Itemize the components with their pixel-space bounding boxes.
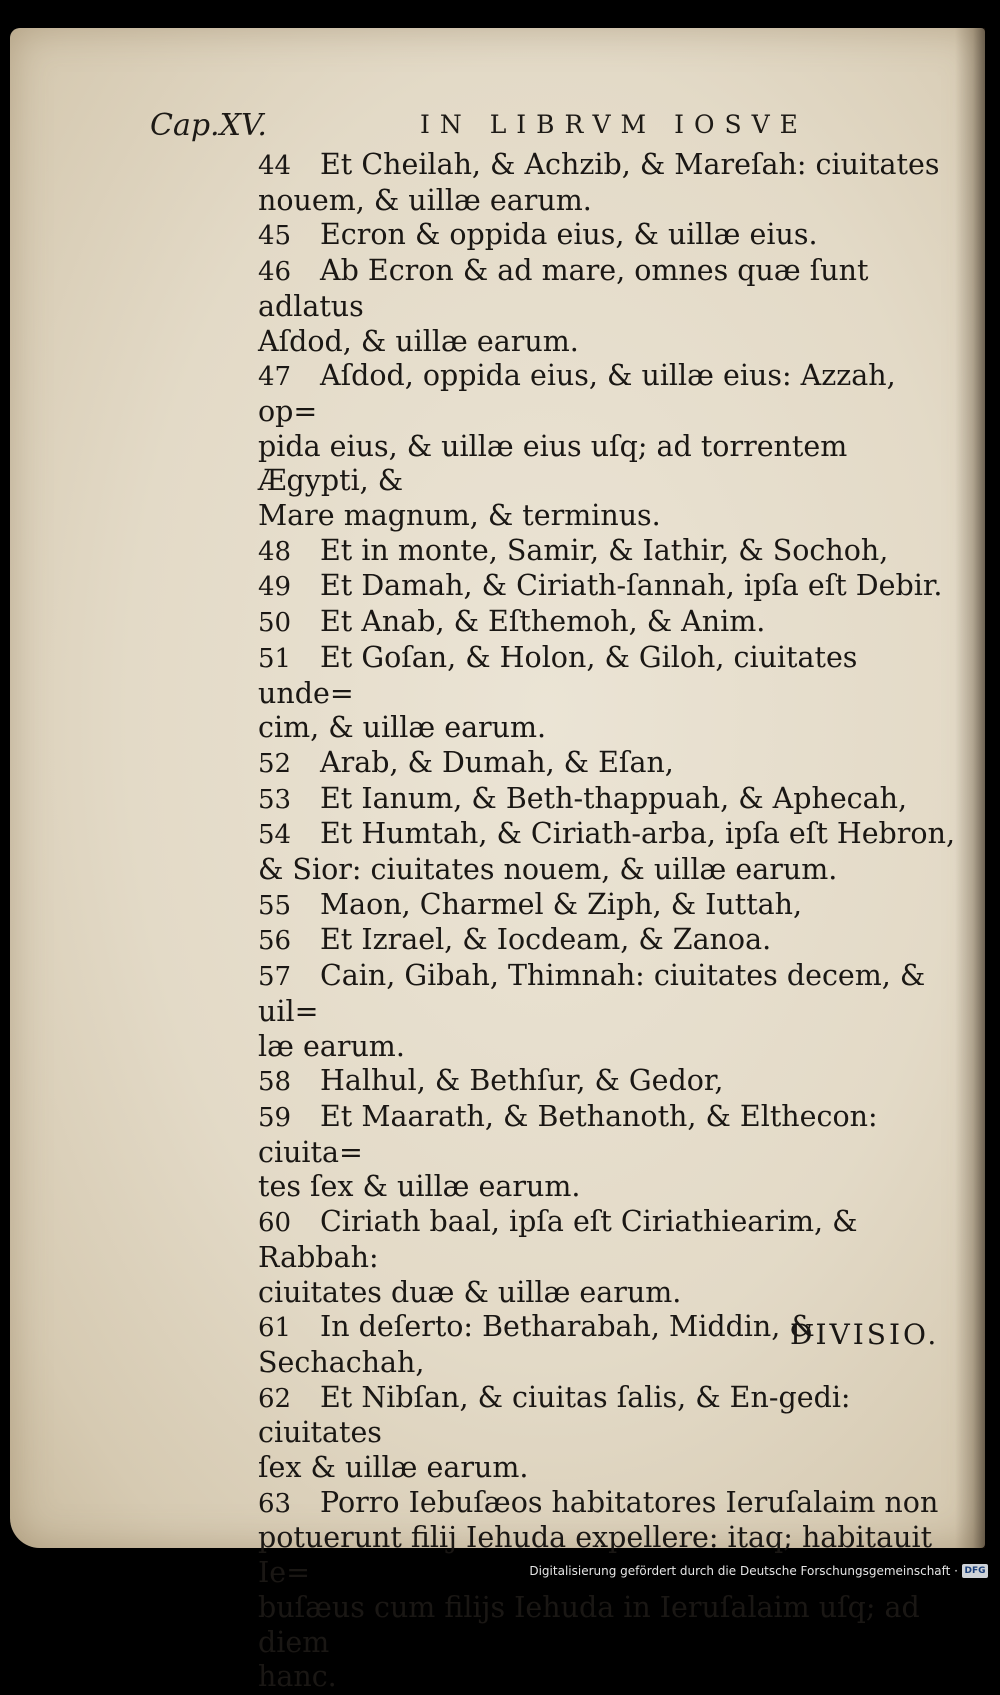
verse-line [258,746,958,782]
verse-number: 53 [258,784,292,815]
verse-text: Et Ianum, & Beth-thappuah, & Aphecah, [320,781,908,815]
verse-line [258,888,958,924]
verse-number: 62 [258,1383,292,1414]
verse-line [258,1100,958,1170]
verse-text: Et Humtah, & Ciriath-arba, ipſa eſt Hebron, [320,817,956,851]
verse-number: 59 [258,1102,292,1133]
verse-number: 63 [258,1488,292,1519]
verse-continuation-line [258,499,958,534]
verse-line [258,218,958,254]
verse-number: 58 [258,1067,292,1098]
verse-text: Aſdod, oppida eius, & uillæ eius: Azzah, op= [258,359,896,428]
verse-text: Mare magnum, & terminus. [258,499,661,533]
verse-line [258,817,958,853]
verse-line [258,359,958,429]
verse-continuation-line [258,1170,958,1205]
verse-text: Et Izrael, & Iocdeam, & Zanoa. [320,923,772,957]
verse-number: 49 [258,572,292,603]
verse-text: ſex & uillæ earum. [258,1451,529,1485]
verse-text: tes ſex & uillæ earum. [258,1170,581,1204]
verse-number: 51 [258,643,292,674]
verse-text: buſæus cum filijs Iehuda in Ieruſalaim uſq; ad diem [258,1590,920,1659]
verse-number: 50 [258,608,292,639]
verse-text: Aſdod, & uillæ earum. [258,324,579,358]
verse-line [258,923,958,959]
verse-text: nouem, & uillæ earum. [258,183,592,217]
verse-text: hanc. [258,1660,337,1694]
verse-number: 44 [258,151,292,181]
verse-continuation-line [258,711,958,746]
verse-text: cim, & uillæ earum. [258,711,547,745]
verse-number: 60 [258,1208,292,1239]
verse-text: Et Damah, & Ciriath-ſannah, ipſa eſt Debir. [320,569,943,603]
verse-text: & Sior: ciuitates nouem, & uillæ earum. [258,853,838,887]
verse-line [258,959,958,1029]
verse-line [258,641,958,711]
verse-text: Porro Iebuſæos habitatores Ieruſalaim non [320,1485,939,1519]
verse-text: Maon, Charmel & Ziph, & Iuttah, [320,887,803,921]
verse-continuation-line [258,1030,958,1065]
verse-number: 45 [258,221,292,252]
verse-number: 55 [258,890,292,921]
verse-line [258,1064,958,1100]
verse-text: pida eius, & uillæ eius uſq; ad torrentem Ægypti, & [258,429,848,498]
verse-text: Et Anab, & Eſthemoh, & Anim. [320,605,766,639]
verse-text: Et Maarath, & Bethanoth, & Elthecon: ciuita= [258,1099,878,1169]
funding-credit: Digitalisierung gefördert durch die Deutsche Forschungsgemeinschaft · [529,1564,958,1578]
verse-continuation-line [258,1591,958,1660]
verse-text: Et Cheilah, & Achzib, & Mareſah: ciuitates [320,148,940,181]
chapter-label: Cap.XV. [150,108,267,143]
verse-text: Et Goſan, & Holon, & Giloh, ciuitates unde= [258,640,858,710]
verse-text: Et in monte, Samir, & Iathir, & Sochoh, [320,533,889,567]
verse-continuation-line [258,1660,958,1695]
verse-line [258,782,958,818]
catchword: DIVISIO. [790,1318,940,1351]
verse-line [258,254,958,324]
verse-number: 54 [258,820,292,851]
verse-number: 52 [258,748,292,779]
verse-line [258,1205,958,1275]
verse-line [258,1486,958,1522]
verse-text: Arab, & Dumah, & Eſan, [320,745,674,779]
verse-text-block [258,148,958,1695]
verse-text: Halhul, & Bethſur, & Gedor, [320,1064,724,1098]
verse-continuation-line [258,430,958,499]
verse-text: Ecron & oppida eius, & uillæ eius. [320,218,818,252]
verse-number: 48 [258,536,292,567]
digitization-footer [529,1561,988,1581]
verse-continuation-line [258,853,958,888]
verse-continuation-line [258,1276,958,1311]
verse-line [258,148,958,184]
verse-text: Ab Ecron & ad mare, omnes quæ ſunt adlatus [258,254,869,323]
verse-line [258,534,958,570]
verse-text: In deſerto: Betharabah, Middin, & Sechachah, [258,1310,815,1379]
verse-line [258,1381,958,1451]
verse-text: potuerunt filij Iehuda expellere: itaq; habitauit Ie= [258,1521,933,1590]
verse-line [258,605,958,641]
running-title: IN LIBRVM IOSVE [420,110,808,139]
verse-text: læ earum. [258,1029,405,1063]
verse-continuation-line [258,1451,958,1486]
page-gutter-shadow [955,28,985,1548]
page-header [150,108,850,148]
verse-continuation-line [258,325,958,360]
verse-number: 47 [258,362,292,393]
verse-text: Ciriath baal, ipſa eſt Ciriathiearim, & Rabbah: [258,1205,858,1274]
verse-text: Cain, Gibah, Thimnah: ciuitates decem, & uil= [258,959,926,1028]
verse-number: 61 [258,1313,292,1344]
dfg-logo: DFG [962,1564,988,1578]
verse-text: Et Nibſan, & ciuitas ſalis, & En-gedi: ciuitates [258,1380,851,1450]
verse-number: 57 [258,962,292,993]
verse-text: ciuitates duæ & uillæ earum. [258,1275,682,1309]
verse-line [258,569,958,605]
verse-number: 56 [258,926,292,957]
verse-number: 46 [258,257,292,288]
verse-continuation-line [258,184,958,219]
